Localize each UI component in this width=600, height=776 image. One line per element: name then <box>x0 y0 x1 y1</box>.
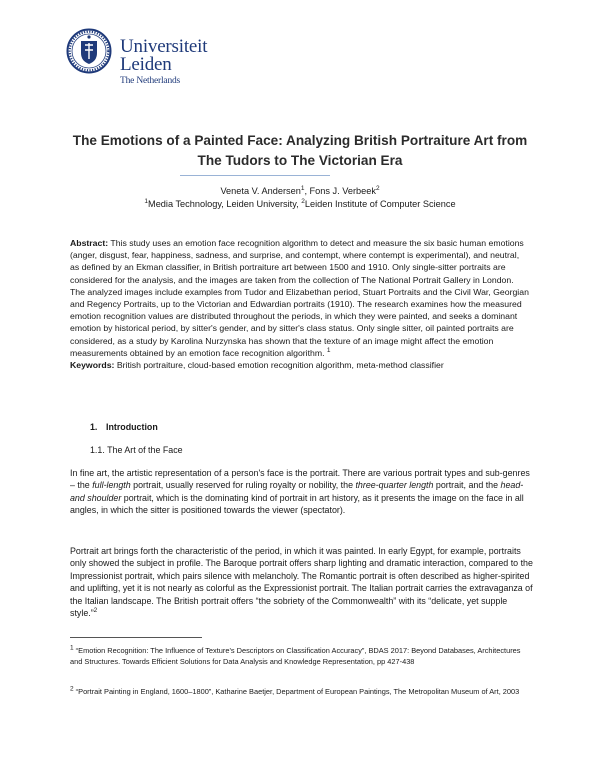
abstract-footnote-ref[interactable]: 1 <box>326 346 331 354</box>
university-logo <box>66 28 208 98</box>
footnote-1-number: 1 <box>70 644 74 652</box>
affiliation-2-sup: 2 <box>301 197 305 205</box>
affiliations-line <box>40 198 560 211</box>
author-2-sup: 2 <box>375 184 380 192</box>
section-title: Introduction <box>106 422 158 432</box>
para1-text-4: portrait, which is the dominating kind of portrait in art history, as it presents the image on the face in all angles, in which the sitter is positioned towards the viewer (spectator). <box>70 492 524 516</box>
paragraph-1 <box>70 467 533 517</box>
affiliation-1: Media Technology, Leiden University, <box>148 199 302 209</box>
para2-text: Portrait art brings forth the characteristic of the period, in which it was painted. In early Egypt, for example, portraits only showed the subject in profile. The Baroque portrait offers sharp lighting and dramatic interaction, compared to the Impressionist portrait, which pairs silence with melancholy. The Romantic portrait is often described as higher-spirited and uplifting, yet it is not nearly as colorful as the Expressionist portrait. The Italian portrait carries the extravaganza of the Italian landscape. The British portrait offers “the sobriety of the Commonwealth” with its “delicate, yet supple style.” <box>70 546 533 619</box>
logo-wordmark <box>120 38 207 87</box>
paragraph-2 <box>70 545 533 619</box>
para1-text-3: portrait, and the <box>433 480 501 491</box>
para2-footnote-ref[interactable]: 2 <box>93 607 98 615</box>
para1-text-1: In fine art, the artistic representation of a person's face is the portrait. There are various portrait types and sub-genres – the <box>70 468 530 491</box>
author-1: Veneta V. Andersen <box>220 186 301 196</box>
author-2: Fons J. Verbeek <box>309 186 376 196</box>
author-separator: , <box>304 186 310 196</box>
affiliation-2: Leiden Institute of Computer Science <box>304 199 456 209</box>
footnote-1-text: “Emotion Recognition: The Influence of Texture's Descriptors on Classification Accuracy”, BDAS 2017: Beyond Databases, Architectures and Structures. Towards Efficient Solutions for Data Analysis and Knowledge Representation, pp 427-438 <box>70 646 521 666</box>
footnote-divider <box>70 637 202 638</box>
para1-italic-1: full-length <box>92 480 131 491</box>
para1-italic-2: three-quarter length <box>355 480 434 491</box>
paper-title <box>40 131 560 171</box>
logo-line-1: Universiteit <box>120 36 208 57</box>
university-seal-icon <box>66 28 112 74</box>
para1-italic-3: head-and shoulder <box>70 480 524 503</box>
footnote-2-text: “Portrait Painting in England, 1600–1800”, Katharine Baetjer, Department of European Paintings, The Metropolitan Museum of Art, 2003 <box>73 687 520 696</box>
section-heading-introduction <box>90 422 158 432</box>
footnote-2 <box>70 687 530 698</box>
abstract-label: Abstract: <box>70 238 109 248</box>
authors-line <box>40 185 560 198</box>
title-divider <box>180 175 330 176</box>
title-line-2: The Tudors to The Victorian Era <box>197 153 403 168</box>
abstract-text: This study uses an emotion face recognition algorithm to detect and measure the six basic human emotions (anger, disgust, fear, happiness, sadness, and surprise, and contempt, where contempt is experimental), and neutral, as defined by an Ekman classifier, in British portraiture art between 1500 and 1910. Only single-sitter portraits are considered for the analysis, and the images are taken from the collection of The National Portrait Gallery in London. The analyzed images include examples from Tudor and Elizabethan period, Stuart Portraits and the Civil War, Georgian and Regency Portraits, up to the Victorian and Edwardian portraits (1910). The research examines how the measured emotion recognition values are distributed throughout the periods, in which they were painted, and seeks a dominant emotion by historical period, by sitter's gender, and by sitter's class status. Only single sitter, oil painted portraits are considered, as a study by Karolina Nurzynska has shown that the texture of an image might affect the emotion measurements obtained by an emotion face recognition algorithm. <box>70 238 529 358</box>
footnote-1 <box>70 646 530 667</box>
section-number: 1. <box>90 422 98 432</box>
author-1-sup: 1 <box>300 184 305 192</box>
keywords-text: British portraiture, cloud-based emotion recognition algorithm, meta-method classifier <box>114 360 444 371</box>
title-line-1: The Emotions of a Painted Face: Analyzing British Portraiture Art from <box>72 133 528 148</box>
subsection-heading: 1.1. The Art of the Face <box>90 445 183 455</box>
logo-line-2: Leiden <box>120 54 172 75</box>
affiliation-1-sup: 1 <box>144 197 149 205</box>
footnote-2-number: 2 <box>70 685 74 693</box>
keywords-label: Keywords: <box>70 360 115 371</box>
abstract <box>70 237 530 371</box>
para1-text-2: portrait, usually reserved for ruling royalty or nobility, the <box>130 480 356 491</box>
logo-line-3: The Netherlands <box>120 76 181 86</box>
